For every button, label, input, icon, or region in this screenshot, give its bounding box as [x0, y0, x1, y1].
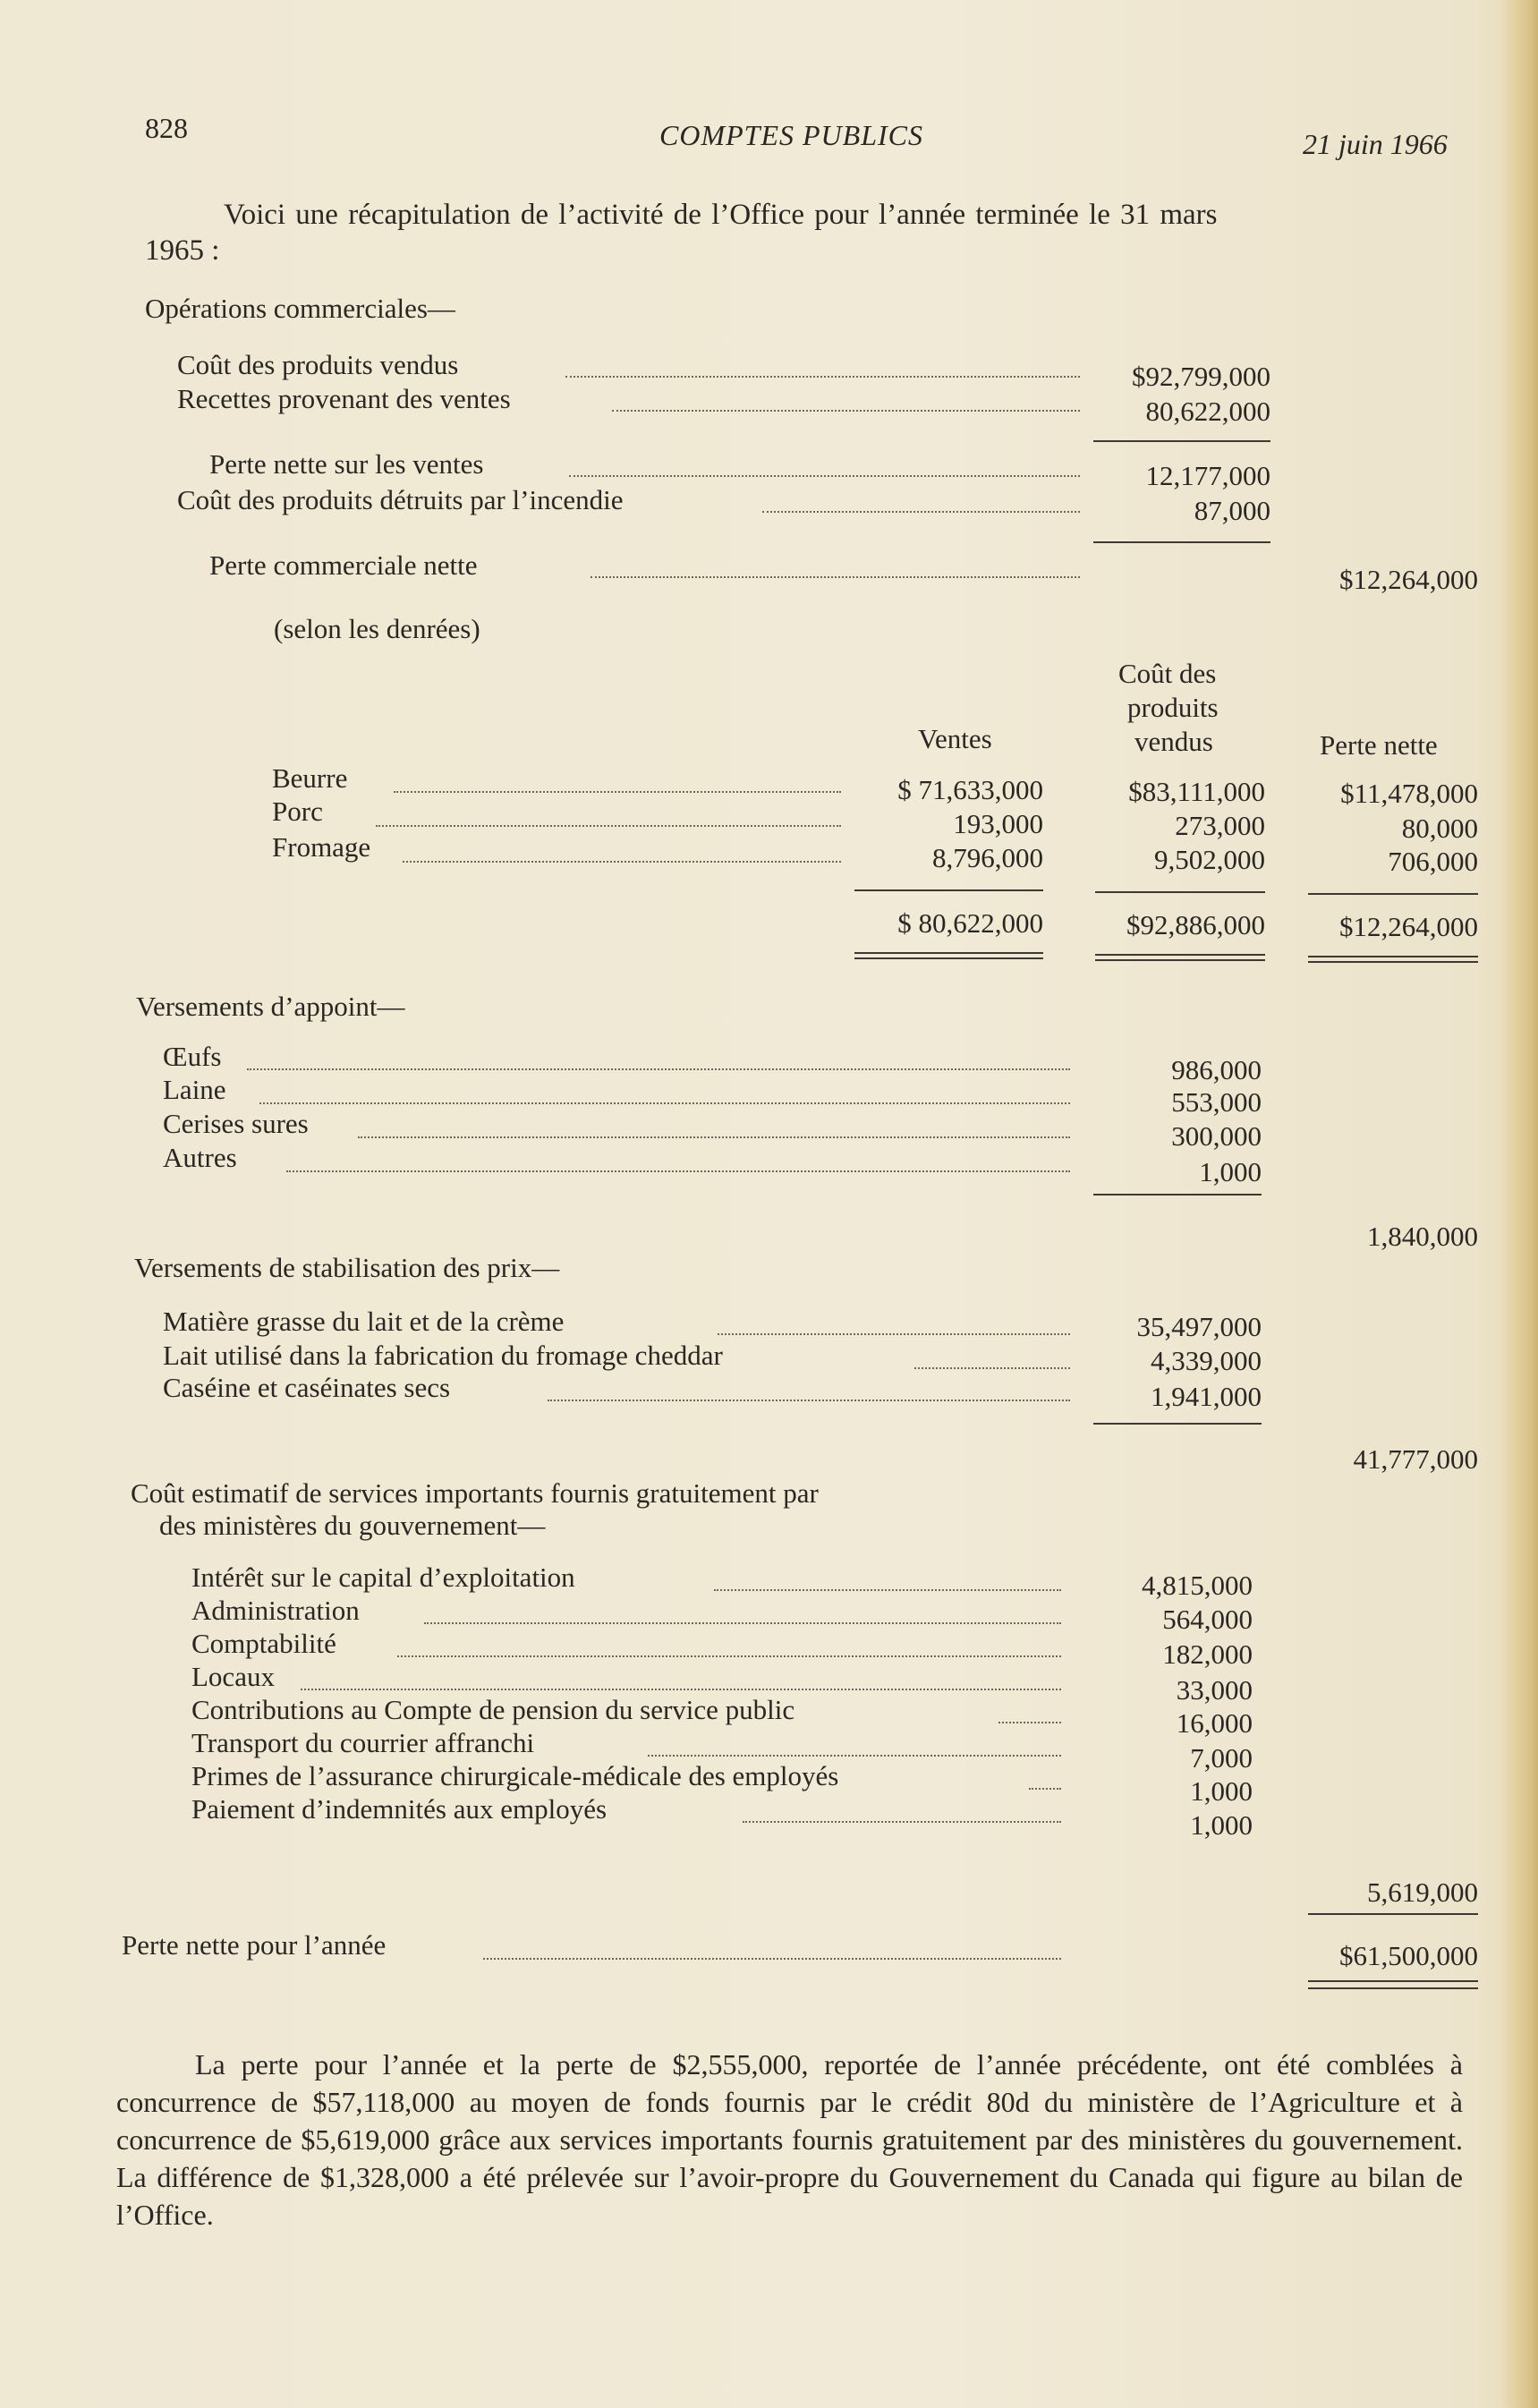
intro-line-1: Voici une récapitulation de l’activité de l’Office pour l’année terminée le 31 mars	[224, 199, 1218, 231]
col-header-loss: Perte nette	[1320, 729, 1438, 761]
stabilization-label: Matière grasse du lait et de la crème	[163, 1306, 565, 1337]
revenue-value: 80,622,000	[1145, 396, 1270, 427]
leader	[548, 1400, 1070, 1401]
service-label: Comptabilité	[191, 1628, 336, 1659]
service-label: Transport du courrier affranchi	[191, 1727, 535, 1758]
commodity-cost: 273,000	[1175, 810, 1265, 841]
service-value: 16,000	[1176, 1707, 1253, 1739]
leader	[259, 1102, 1070, 1104]
leader	[591, 576, 1080, 578]
leader	[397, 1655, 1061, 1657]
service-label: Paiement d’indemnités aux employés	[191, 1793, 608, 1825]
deficiency-label: Cerises sures	[163, 1108, 309, 1139]
commodity-cost: 9,502,000	[1154, 844, 1265, 875]
net-loss-sales-value: 12,177,000	[1145, 460, 1270, 491]
leader	[286, 1170, 1070, 1172]
service-value: 564,000	[1162, 1604, 1253, 1635]
subtotal-rule	[1308, 1913, 1478, 1915]
total-sales: $ 80,622,000	[897, 907, 1043, 939]
services-heading-2: des ministères du gouvernement—	[159, 1510, 546, 1541]
total-rule	[1095, 891, 1265, 893]
commodity-loss: $11,478,000	[1340, 778, 1478, 809]
double-rule	[854, 952, 1043, 954]
commodity-sales: 8,796,000	[932, 842, 1043, 873]
leader	[612, 410, 1080, 412]
double-rule	[1308, 961, 1478, 963]
subtotal-rule	[1093, 440, 1270, 442]
service-value: 1,000	[1190, 1775, 1253, 1807]
page-number: 828	[145, 112, 188, 144]
leader	[914, 1367, 1070, 1369]
total-cost: $92,886,000	[1126, 909, 1265, 940]
cost-sold-label: Coût des produits vendus	[177, 349, 459, 380]
net-loss-value: $61,500,000	[1339, 1940, 1478, 1971]
leader	[403, 861, 841, 863]
double-rule	[1308, 1987, 1478, 1989]
deficiency-label: Autres	[163, 1142, 237, 1173]
commodity-loss: 706,000	[1388, 846, 1478, 877]
commodity-name: Porc	[272, 796, 323, 827]
leader	[394, 791, 841, 793]
page-edge-shadow	[1502, 0, 1538, 2408]
service-label: Locaux	[191, 1661, 275, 1692]
revenue-label: Recettes provenant des ventes	[177, 383, 511, 414]
stabilization-value: 35,497,000	[1136, 1311, 1262, 1342]
commodity-cost: $83,111,000	[1128, 776, 1265, 807]
fire-label: Coût des produits détruits par l’incendie	[177, 484, 624, 515]
col-header-cost-l2: produits	[1127, 692, 1219, 723]
stabilization-label: Lait utilisé dans la fabrication du fromage cheddar	[163, 1340, 723, 1371]
closing-paragraph: La perte pour l’année et la perte de $2,555,000, reportée de l’année précédente, ont été comblées à concurrence de $57,118,000 au moyen de fonds fournis par le crédit 80d du ministère de l’Agriculture et à concurrence de $5,619,000 grâce aux services importants fournis gratuitement par des ministères du gouvernement. La différence de $1,328,000 a été prélevée sur l’avoir-propre du Gouvernement du Canada qui figure au bilan de l’Office.	[116, 2048, 1463, 2231]
service-label: Primes de l’assurance chirurgicale-médicale des employés	[191, 1760, 839, 1791]
deficiency-value: 300,000	[1171, 1120, 1262, 1152]
commodity-sales: 193,000	[953, 808, 1043, 839]
service-value: 182,000	[1162, 1638, 1253, 1670]
commercial-heading: Opérations commerciales—	[145, 293, 455, 324]
service-value: 4,815,000	[1142, 1570, 1253, 1601]
net-commercial-value: $12,264,000	[1339, 564, 1478, 595]
total-rule	[1308, 893, 1478, 895]
leader	[743, 1821, 1061, 1823]
double-rule	[854, 957, 1043, 959]
leader	[358, 1136, 1070, 1138]
subtotal-rule	[1093, 541, 1270, 543]
deficiency-value: 553,000	[1171, 1086, 1262, 1118]
stabilization-value: 4,339,000	[1151, 1345, 1262, 1376]
stabilization-value: 1,941,000	[1151, 1381, 1262, 1412]
col-header-cost-l3: vendus	[1134, 726, 1213, 757]
page-date: 21 juin 1966	[1303, 128, 1448, 160]
commodity-name: Beurre	[272, 762, 348, 794]
col-header-cost-l1: Coût des	[1118, 658, 1217, 689]
service-value: 1,000	[1190, 1809, 1253, 1841]
deficiency-heading: Versements d’appoint—	[136, 991, 405, 1022]
commodity-loss: 80,000	[1401, 813, 1478, 844]
leader	[762, 511, 1080, 513]
intro-line-2: 1965 :	[145, 234, 220, 267]
leader	[424, 1622, 1061, 1624]
double-rule	[1308, 956, 1478, 957]
net-commercial-label: Perte commerciale nette	[209, 549, 478, 581]
running-title: COMPTES PUBLICS	[659, 119, 923, 151]
subtotal-rule	[1093, 1423, 1262, 1425]
net-loss-sales-label: Perte nette sur les ventes	[209, 448, 484, 480]
services-total: 5,619,000	[1367, 1876, 1478, 1908]
deficiency-total: 1,840,000	[1367, 1221, 1478, 1252]
service-label: Intérêt sur le capital d’exploitation	[191, 1561, 575, 1593]
leader	[718, 1333, 1070, 1335]
service-value: 7,000	[1190, 1742, 1253, 1774]
leader	[648, 1755, 1061, 1757]
by-commodity-heading: (selon les denrées)	[274, 613, 480, 644]
net-loss-label: Perte nette pour l’année	[122, 1929, 387, 1961]
service-value: 33,000	[1176, 1674, 1253, 1706]
leader	[569, 475, 1080, 477]
double-rule	[1095, 954, 1265, 956]
col-header-sales: Ventes	[918, 723, 992, 754]
services-heading-1: Coût estimatif de services importants fournis gratuitement par	[131, 1477, 819, 1509]
leader	[998, 1722, 1061, 1723]
double-rule	[1095, 959, 1265, 961]
deficiency-label: Laine	[163, 1074, 226, 1105]
leader	[714, 1589, 1061, 1591]
commodity-name: Fromage	[272, 831, 371, 863]
leader	[376, 825, 841, 827]
deficiency-label: Œufs	[163, 1041, 222, 1072]
leader	[565, 376, 1080, 378]
deficiency-value: 986,000	[1171, 1054, 1262, 1085]
fire-value: 87,000	[1194, 495, 1270, 526]
service-label: Administration	[191, 1595, 360, 1626]
total-loss: $12,264,000	[1339, 911, 1478, 942]
stabilization-heading: Versements de stabilisation des prix—	[134, 1252, 560, 1283]
leader	[247, 1068, 1070, 1070]
cost-sold-value: $92,799,000	[1132, 361, 1270, 392]
double-rule	[1308, 1980, 1478, 1982]
leader	[483, 1958, 1061, 1960]
service-label: Contributions au Compte de pension du service public	[191, 1694, 795, 1725]
commodity-sales: $ 71,633,000	[897, 774, 1043, 805]
total-rule	[854, 889, 1043, 891]
stabilization-total: 41,777,000	[1353, 1443, 1478, 1475]
deficiency-value: 1,000	[1199, 1156, 1262, 1187]
leader	[1029, 1788, 1061, 1790]
stabilization-label: Caséine et caséinates secs	[163, 1372, 451, 1403]
leader	[301, 1689, 1061, 1690]
subtotal-rule	[1093, 1194, 1262, 1195]
